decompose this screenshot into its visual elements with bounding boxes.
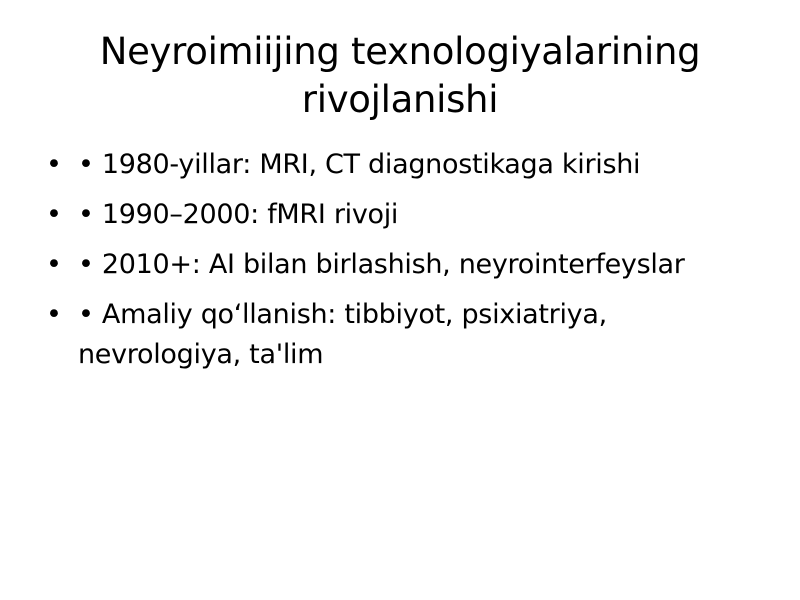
bullet-list <box>0 145 800 385</box>
bullet-text: • 1990–2000: fMRI rivoji <box>78 199 399 230</box>
bullet-icon: • <box>46 249 62 280</box>
list-item <box>0 245 800 285</box>
slide-title: Neyroimiijing texnologiyalarining rivojlanishi <box>99 30 701 121</box>
list-item <box>0 295 800 375</box>
bullet-icon: • <box>46 199 62 230</box>
bullet-text: • Amaliy qo‘llanish: tibbiyot, psixiatriya, nevrologiya, ta'lim <box>78 299 607 370</box>
list-item <box>0 195 800 235</box>
bullet-text: • 1980-yillar: MRI, CT diagnostikaga kirishi <box>78 149 641 180</box>
bullet-text: • 2010+: AI bilan birlashish, neyrointerfeyslar <box>78 249 685 280</box>
list-item <box>0 145 800 185</box>
bullet-icon: • <box>46 149 62 180</box>
bullet-icon: • <box>46 299 62 330</box>
